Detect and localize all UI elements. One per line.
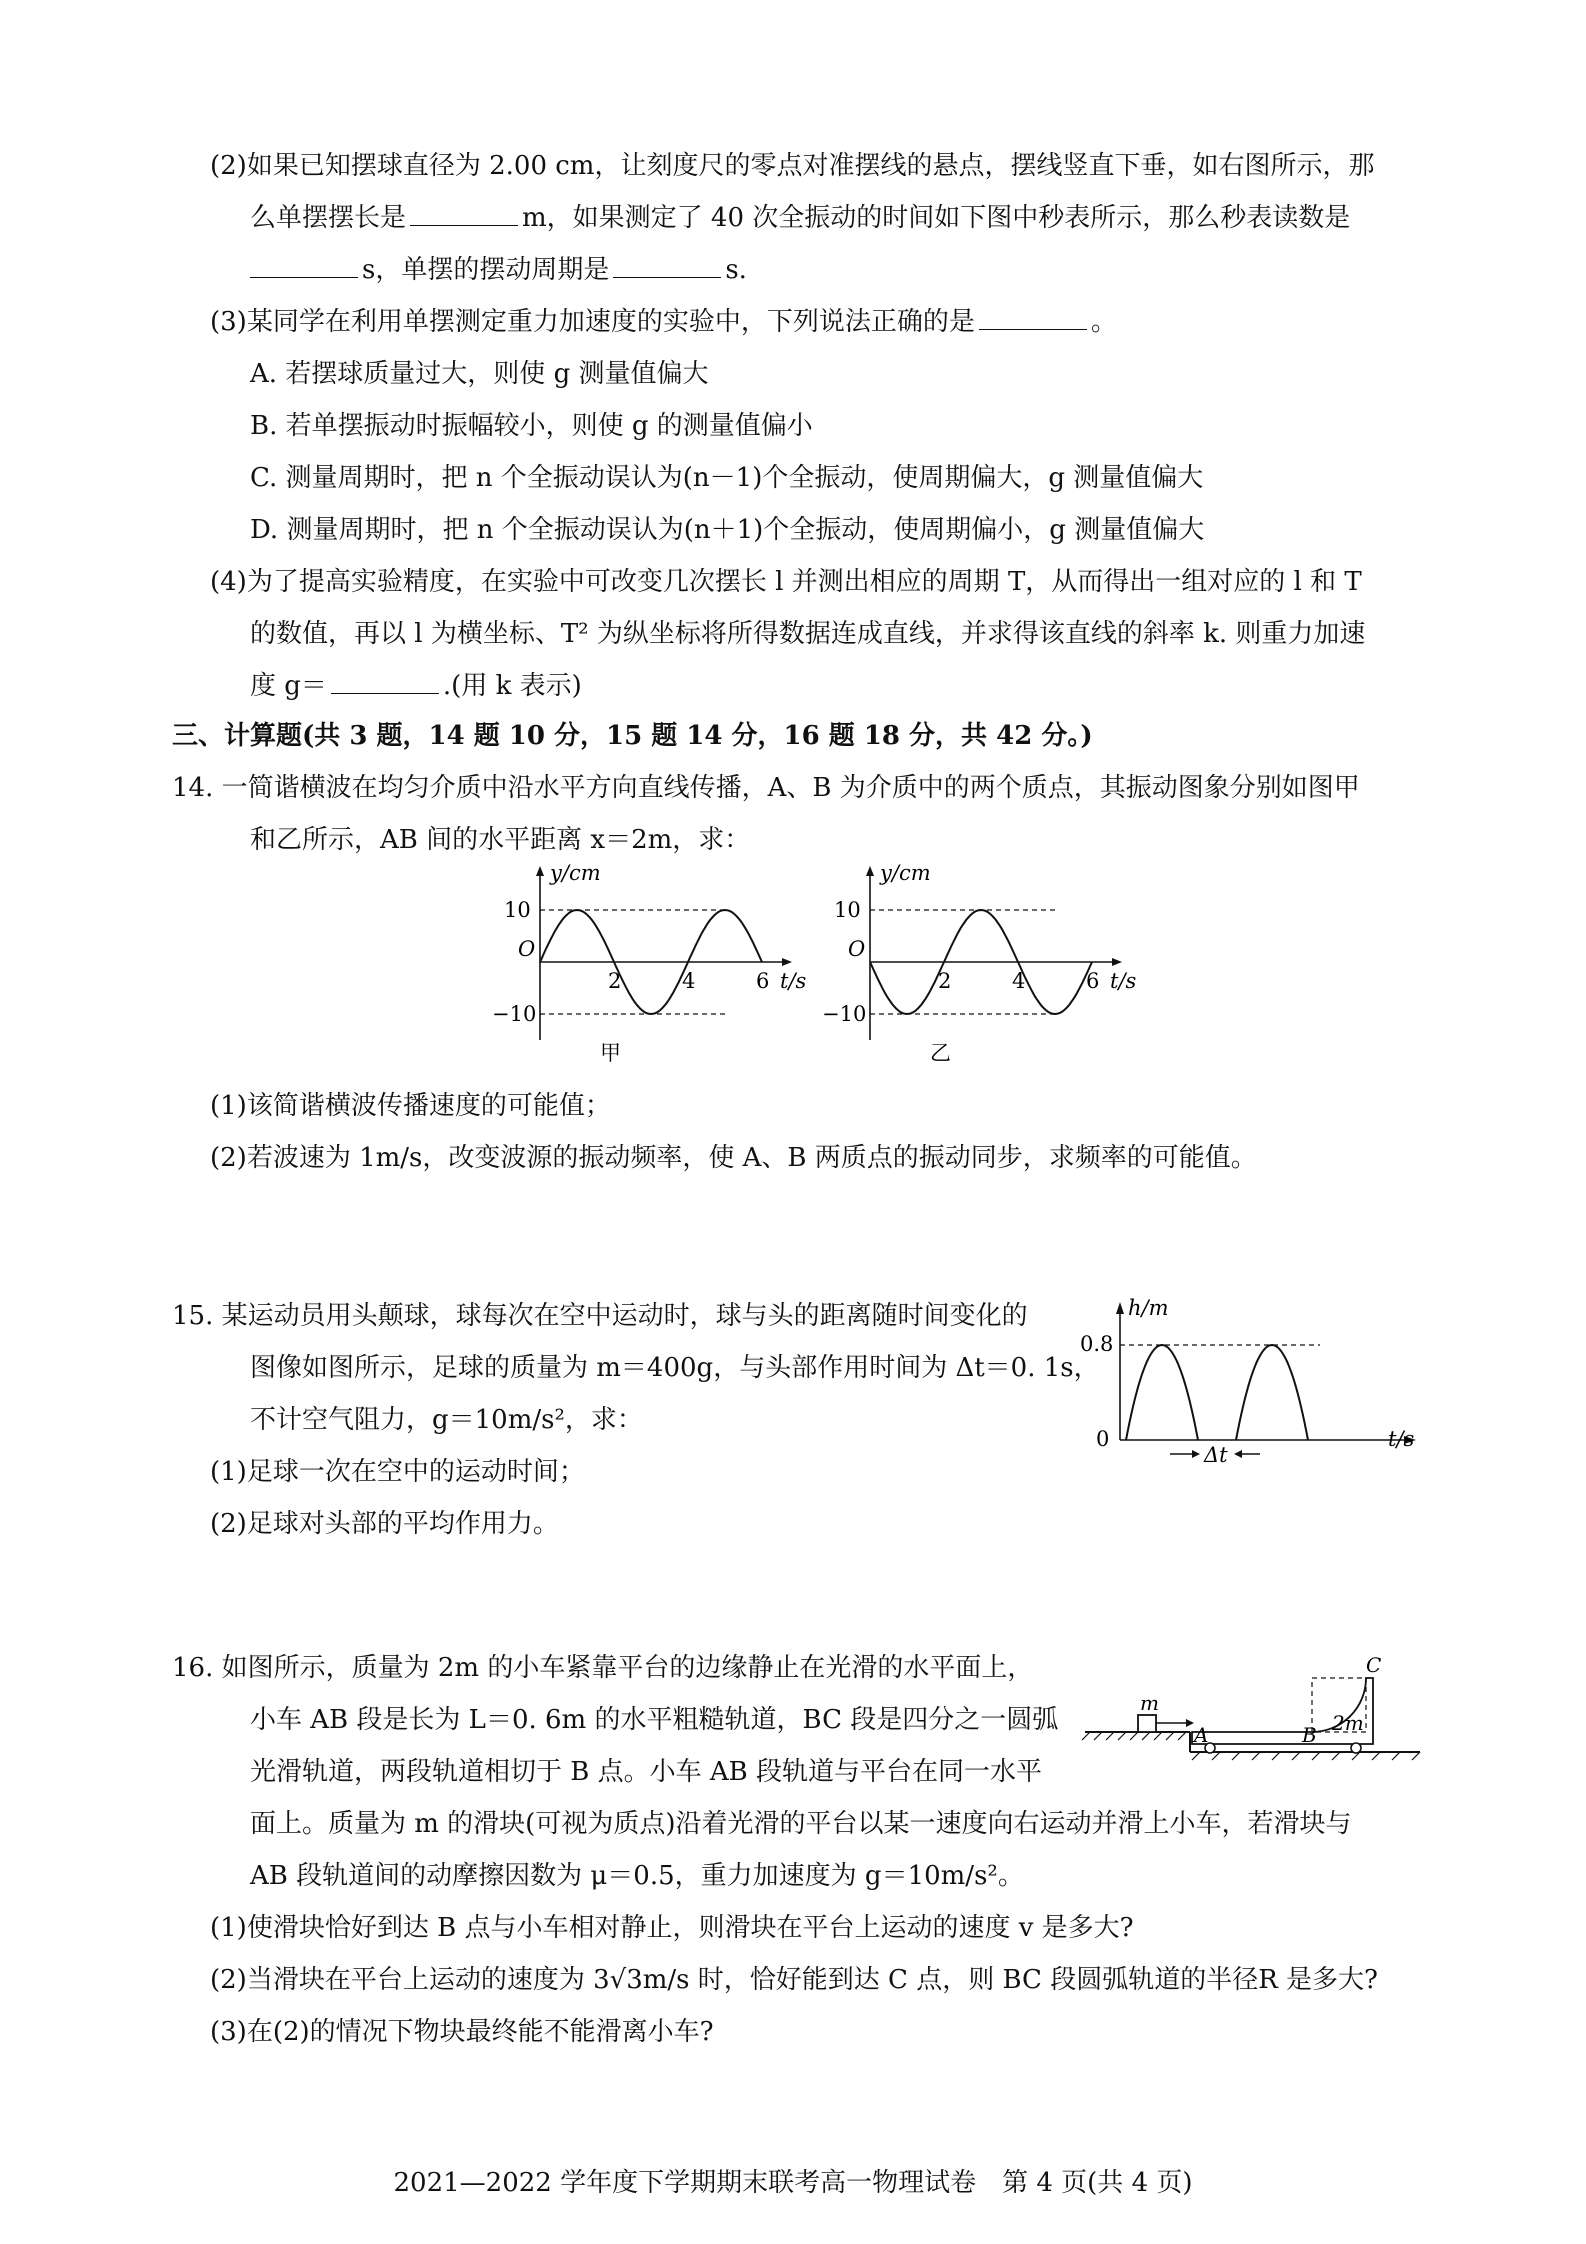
- q13-p2-line3-a: s，单摆的摆动周期是: [362, 255, 610, 285]
- y-axis-arrow: [866, 866, 874, 876]
- q13-p3-stem-end: 。: [1090, 307, 1117, 337]
- cart-mass-label: 2m: [1332, 1711, 1364, 1735]
- q13-p2-line2-b: m，如果测定了 40 次全振动的时间如下图中秒表所示，那么秒表读数是: [522, 203, 1351, 233]
- x-tick-label: 2: [938, 969, 952, 993]
- y-tick-label: 10: [504, 898, 531, 922]
- x-tick-label: 6: [756, 969, 770, 993]
- x-axis-label: t/s: [1388, 1427, 1415, 1451]
- y-tick-label: −10: [822, 1002, 867, 1026]
- y-axis-arrow: [536, 866, 544, 876]
- origin-label: 0: [1096, 1427, 1110, 1451]
- graph-yi: [822, 861, 1137, 1065]
- q16-cart-figure: [1080, 1650, 1440, 1770]
- q15-question2: (2)足球对头部的平均作用力。: [210, 1509, 559, 1539]
- q13-option-a: A. 若摆球质量过大，则使 g 测量值偏大: [250, 359, 709, 389]
- answer-blank: [979, 305, 1087, 330]
- page-footer: 2021—2022 学年度下学期期末联考高一物理试卷 第 4 页(共 4 页): [393, 2168, 1193, 2198]
- q13-p2-line3-b: s.: [725, 255, 747, 285]
- answer-blank: [331, 669, 439, 694]
- q13-p2-line2: [250, 200, 1350, 236]
- answer-blank: [613, 253, 721, 278]
- q13-option-d: D. 测量周期时，把 n 个全振动误认为(n＋1)个全振动，使周期偏小，g 测量值偏大: [250, 515, 1205, 545]
- dt-arrowhead-left: [1192, 1450, 1200, 1458]
- graph-title: 乙: [930, 1041, 951, 1065]
- x-axis-arrow: [782, 958, 792, 966]
- q15-line3: 不计空气阻力，g＝10m/s²，求：: [250, 1405, 643, 1435]
- q13-p4-line3-a: 度 g＝: [250, 671, 327, 701]
- y-tick-label: 10: [834, 898, 861, 922]
- q13-p3-stem-text: (3)某同学在利用单摆测定重力加速度的实验中，下列说法正确的是: [210, 307, 975, 337]
- q13-p4-line1: (4)为了提高实验精度，在实验中可改变几次摆长 l 并测出相应的周期 T，从而得出一组对应的 l 和 T: [210, 567, 1362, 597]
- y-axis-label: y/cm: [550, 861, 601, 885]
- q14-line2: 和乙所示，AB 间的水平距离 x＝2m，求：: [250, 825, 751, 855]
- y-axis-arrow: [1116, 1302, 1124, 1314]
- q13-p4-line2: 的数值，再以 l 为横坐标、T² 为纵坐标将所得数据连成直线，并求得该直线的斜率 k. 则重力加速: [250, 619, 1366, 649]
- q16-line2: 小车 AB 段是长为 L＝0. 6m 的水平粗糙轨道，BC 段是四分之一圆弧: [250, 1705, 1059, 1735]
- x-axis-arrow: [1112, 958, 1122, 966]
- q13-p2-line2-a: 么单摆摆长是: [250, 203, 407, 233]
- point-b-label: B: [1302, 1723, 1317, 1747]
- q14-line1: 14. 一简谐横波在均匀介质中沿水平方向直线传播，A、B 为介质中的两个质点，其振动图象分别如图甲: [172, 773, 1360, 803]
- q16-question2: (2)当滑块在平台上运动的速度为 3√3m/s 时，恰好能到达 C 点，则 BC 段圆弧轨道的半径R 是多大?: [210, 1965, 1378, 1995]
- q16-line3: 光滑轨道，两段轨道相切于 B 点。小车 AB 段轨道与平台在同一水平: [250, 1757, 1043, 1787]
- q16-question3: (3)在(2)的情况下物块最终能不能滑离小车?: [210, 2017, 714, 2047]
- section-title: 三、计算题(共 3 题，14 题 10 分，15 题 14 分，16 题 18 分，共 42 分。): [172, 721, 1093, 751]
- x-tick-label: 6: [1086, 969, 1100, 993]
- x-tick-label: 4: [1012, 969, 1026, 993]
- q13-p2-line3: [250, 252, 747, 288]
- answer-blank: [410, 201, 518, 226]
- q14-question2: (2)若波速为 1m/s，改变波源的振动频率，使 A、B 两质点的振动同步，求频率的可能值。: [210, 1143, 1257, 1173]
- y-tick-label: 0.8: [1080, 1332, 1114, 1356]
- x-axis-label: t/s: [1110, 969, 1137, 993]
- slider-block: [1138, 1715, 1156, 1732]
- dt-label: Δt: [1204, 1443, 1228, 1467]
- q13-option-c: C. 测量周期时，把 n 个全振动误认为(n－1)个全振动，使周期偏大，g 测量值偏大: [250, 463, 1204, 493]
- y-tick-label: −10: [492, 1002, 537, 1026]
- arrow-head: [1186, 1719, 1194, 1727]
- point-c-label: C: [1366, 1653, 1382, 1677]
- block-label: m: [1140, 1691, 1159, 1715]
- origin-label: O: [518, 937, 536, 961]
- answer-blank: [250, 253, 358, 278]
- wheel-right: [1351, 1743, 1361, 1753]
- x-tick-label: 4: [682, 969, 696, 993]
- ground-hatch: [1192, 1752, 1420, 1760]
- height-arc: [1236, 1345, 1308, 1440]
- graph-height-time: [1080, 1296, 1416, 1467]
- q13-p2-line1: (2)如果已知摆球直径为 2.00 cm，让刻度尺的零点对准摆线的悬点，摆线竖直下垂，如右图所示，那: [210, 151, 1375, 181]
- y-axis-label: h/m: [1128, 1296, 1169, 1320]
- q15-line2: 图像如图所示，足球的质量为 m＝400g，与头部作用时间为 Δt＝0. 1s，: [250, 1353, 1100, 1383]
- q16-line4: 面上。质量为 m 的滑块(可视为质点)沿着光滑的平台以某一速度向右运动并滑上小车，若滑块与: [250, 1809, 1352, 1839]
- q16-line5: AB 段轨道间的动摩擦因数为 μ＝0.5，重力加速度为 g＝10m/s²。: [250, 1861, 1024, 1891]
- x-tick-label: 2: [608, 969, 622, 993]
- y-axis-label: y/cm: [880, 861, 931, 885]
- q13-p4-line3-b: .(用 k 表示): [442, 671, 582, 701]
- graph-jia: [492, 861, 807, 1065]
- height-arc: [1126, 1345, 1198, 1440]
- q15-line1: 15. 某运动员用头颠球，球每次在空中运动时，球与头的距离随时间变化的: [172, 1301, 1028, 1331]
- q13-p4-line3: [250, 668, 582, 704]
- q15-question1: (1)足球一次在空中的运动时间；: [210, 1457, 585, 1487]
- platform-hatch: [1082, 1732, 1186, 1740]
- q15-graph: [1080, 1290, 1450, 1480]
- q16-line1: 16. 如图所示，质量为 2m 的小车紧靠平台的边缘静止在光滑的水平面上，: [172, 1653, 1034, 1683]
- q14-question1: (1)该简谐横波传播速度的可能值；: [210, 1091, 611, 1121]
- x-axis-label: t/s: [780, 969, 807, 993]
- q13-option-b: B. 若单摆振动时振幅较小，则使 g 的测量值偏小: [250, 411, 813, 441]
- q14-graphs: [492, 860, 1180, 1070]
- graph-title: 甲: [600, 1041, 621, 1065]
- origin-label: O: [848, 937, 866, 961]
- q16-question1: (1)使滑块恰好到达 B 点与小车相对静止，则滑块在平台上运动的速度 v 是多大?: [210, 1913, 1134, 1943]
- q13-p3-stem: [210, 304, 1117, 340]
- point-a-label: A: [1194, 1723, 1209, 1747]
- dt-arrowhead-right: [1234, 1450, 1242, 1458]
